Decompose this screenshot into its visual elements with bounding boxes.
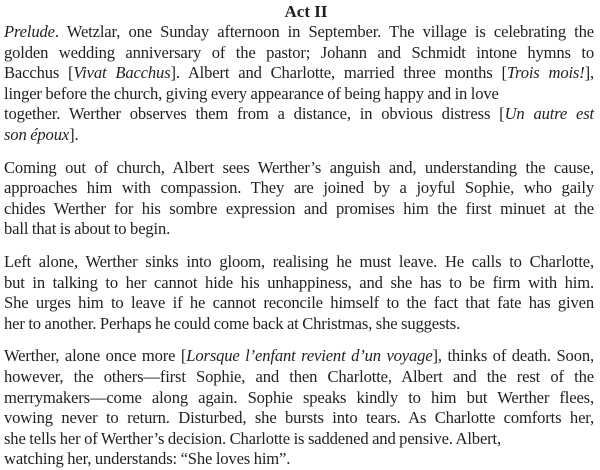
italic-text: Lorsque l’enfant revient d’un voyage	[186, 346, 433, 366]
text-line	[4, 104, 598, 125]
paragraph-2	[4, 158, 598, 240]
text-segment: ball that is about to begin.	[4, 219, 171, 239]
text-line	[4, 252, 598, 273]
document-page	[4, 0, 598, 469]
text-segment: ],	[584, 63, 594, 83]
text-segment: approaches him with compassion. They are joined by a joyful Sophie, who gaily	[4, 178, 594, 198]
text-line	[4, 63, 598, 84]
text-segment: watching her, understands: “She loves him”.	[4, 449, 291, 469]
text-segment: vowing never to return. Disturbed, she bursts into tears. As Charlotte comforts her,	[4, 408, 594, 428]
text-line	[4, 84, 598, 105]
text-segment: Bacchus [	[4, 63, 74, 83]
text-line	[4, 388, 598, 409]
text-segment: Werther, alone once more [	[4, 346, 187, 366]
italic-text: Vivat Bacchus	[73, 63, 171, 83]
text-line	[4, 199, 598, 220]
text-line	[4, 314, 598, 335]
text-segment: . Wetzlar, one Sunday afternoon in September. The village is celebrating the	[54, 22, 594, 41]
paragraph-1	[4, 22, 598, 146]
text-line	[4, 125, 598, 146]
synopsis-body	[4, 22, 598, 470]
text-line	[4, 449, 598, 470]
text-line	[4, 219, 598, 240]
text-segment: but in talking to her cannot hide his unhappiness, and she has to be firm with him.	[4, 272, 594, 292]
text-line	[4, 178, 598, 199]
text-line	[4, 273, 598, 294]
italic-text: Trois mois!	[506, 63, 585, 83]
text-segment: together. Werther observes them from a distance, in obvious distress [	[4, 104, 505, 124]
text-line	[4, 429, 598, 450]
text-line	[4, 408, 598, 429]
paragraph-3	[4, 252, 598, 334]
text-line	[4, 43, 598, 64]
text-segment: however, the others—first Sophie, and then Charlotte, Albert and the rest of the	[4, 366, 594, 386]
text-line	[4, 367, 598, 388]
text-segment: ], thinks of death. Soon,	[432, 346, 594, 366]
text-segment: She urges him to leave if he cannot reconcile himself to the fact that fate has given	[4, 293, 594, 313]
paragraph-4	[4, 346, 598, 470]
italic-text: Un autre est	[504, 104, 595, 124]
text-segment: linger before the church, giving every appearance of being happy and in love	[4, 83, 499, 103]
text-segment: chides Werther for his sombre expression and promises him the first minuet at the	[4, 198, 594, 218]
text-segment: she tells her of Werther’s decision. Charlotte is saddened and pensive. Albert,	[4, 428, 501, 448]
italic-text: Prelude	[4, 22, 55, 41]
text-segment: ]. Albert and Charlotte, married three months [	[170, 63, 507, 83]
text-segment: her to another. Perhaps he could come back at Christmas, she suggests.	[4, 313, 461, 333]
text-line	[4, 22, 598, 43]
text-segment: Left alone, Werther sinks into gloom, realising he must leave. He calls to Charlotte,	[4, 251, 594, 271]
text-line	[4, 346, 598, 367]
italic-text: son époux	[4, 124, 70, 144]
text-segment: ].	[69, 124, 79, 144]
text-line	[4, 293, 598, 314]
text-line	[4, 158, 598, 179]
act-title: Act II	[284, 2, 328, 21]
text-segment: merrymakers—come along again. Sophie speaks kindly to him but Werther flees,	[4, 387, 594, 407]
text-segment: Coming out of church, Albert sees Werther’s anguish and, understanding the cause,	[4, 157, 594, 177]
text-segment: golden wedding anniversary of the pastor; Johann and Schmidt intone hymns to	[4, 42, 594, 62]
